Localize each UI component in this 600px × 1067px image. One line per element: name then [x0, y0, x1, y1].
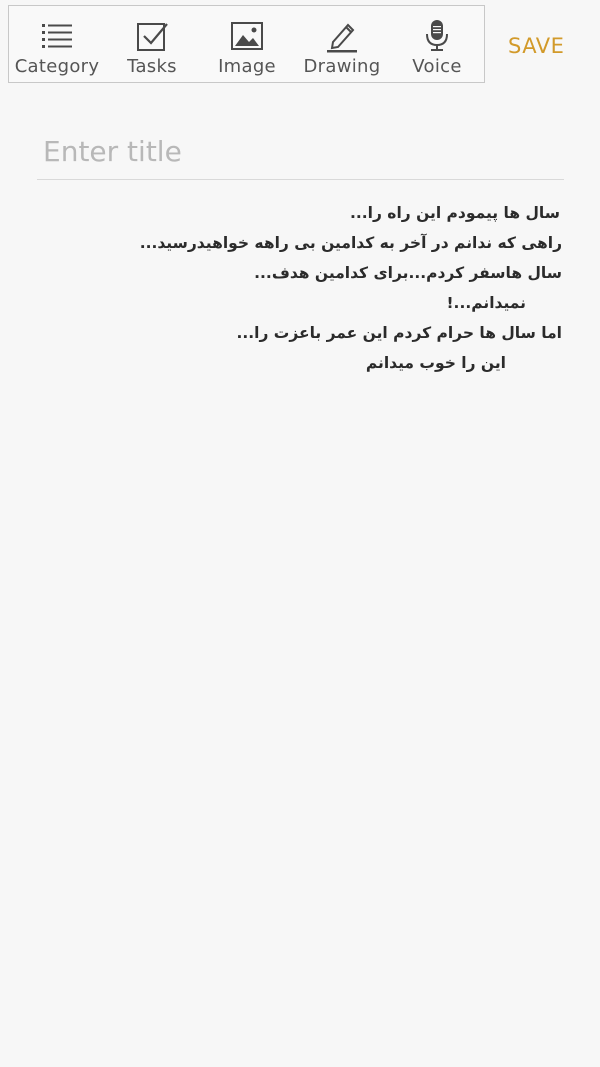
- tasks-label: Tasks: [127, 56, 177, 77]
- note-body[interactable]: [40, 198, 562, 378]
- category-button[interactable]: [9, 6, 105, 82]
- voice-button[interactable]: [389, 6, 485, 82]
- image-label: Image: [218, 56, 276, 77]
- drawing-button[interactable]: [294, 6, 390, 82]
- microphone-icon: [419, 18, 455, 54]
- title-input[interactable]: [37, 124, 564, 180]
- note-line: سال ها پیمودم این راه را...: [350, 204, 560, 222]
- tasks-button[interactable]: [104, 6, 200, 82]
- checkbox-icon: [134, 18, 170, 54]
- note-line: نمیدانم...!: [446, 294, 526, 312]
- note-line: سال هاسفر کردم...برای کدامین هدف...: [254, 264, 562, 282]
- image-icon: [229, 18, 265, 54]
- pencil-icon: [324, 18, 360, 54]
- category-label: Category: [14, 56, 100, 77]
- toolbar: [8, 5, 485, 83]
- note-line: این را خوب میدانم: [365, 354, 506, 372]
- save-button[interactable]: SAVE: [508, 34, 565, 58]
- note-line: راهی که ندانم در آخر به کدامین بی راهه خواهیدرسید...: [139, 234, 562, 252]
- voice-label: Voice: [412, 56, 462, 77]
- list-icon: [39, 18, 75, 54]
- note-line: اما سال ها حرام کردم این عمر باعزت را...: [236, 324, 562, 342]
- image-button[interactable]: [199, 6, 295, 82]
- drawing-label: Drawing: [303, 56, 381, 77]
